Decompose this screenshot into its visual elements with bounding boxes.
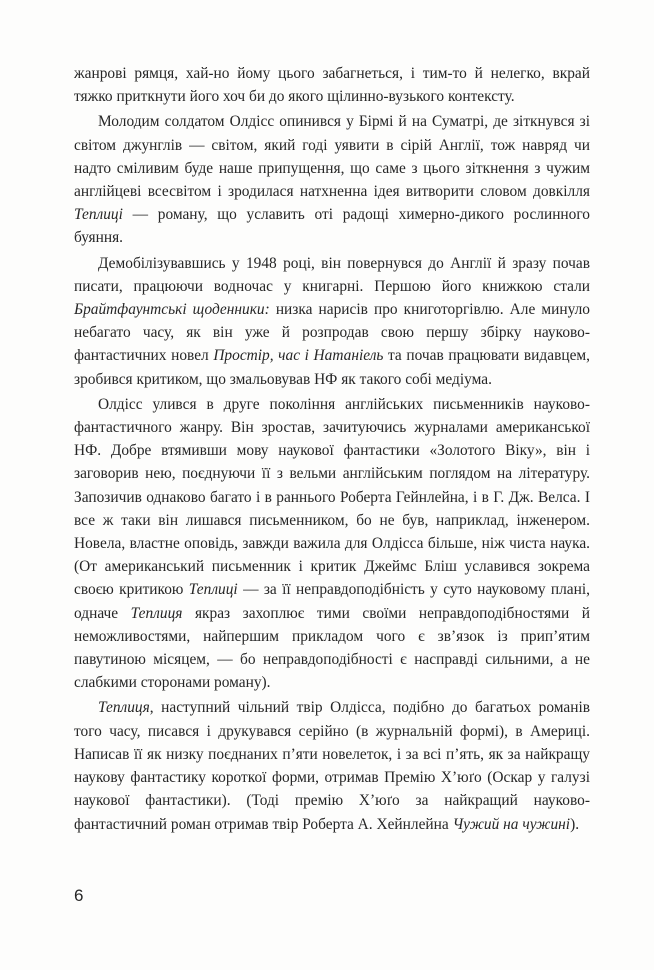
paragraph — [74, 62, 590, 108]
page-number: 6 — [74, 886, 84, 905]
text-run: Демобілізувавшись у 1948 році, він повернувся до Англії й зразу почав писати, працюючи водночас у книгарні. Першою його книжкою стали — [74, 254, 590, 295]
italic-title: Теплиця — [98, 699, 150, 717]
text-run: , наступний чільний твір Олдісса, подібно до багатьох романів того часу, писався і друкувався серійно (в журнальній формі), в Америці. Написав її як низку поєднаних п’яти новелеток, і за всі п’ять, як за найкращу наукову фантастику короткої форми, отримав Премію Х’юґо (Оскар у галузі наукової фантастики). (Тоді премію Х’юґо за найкращий науково-фантастичний роман отримав твір Роберта А. Хейнлейна — [74, 699, 590, 833]
text-run: жанрові рямця, хай-но йому цього забагнеться, і тим-то й нелегко, вкрай тяжко приткнути його хоч би до якого щілинно-вузького контексту. — [74, 65, 590, 106]
italic-title: Теплиці — [74, 206, 123, 224]
text-run: та почав працювати видавцем, зробився критиком, що змальовував НФ як такого собі медіума. — [74, 347, 590, 388]
paragraph — [74, 696, 590, 835]
italic-title: Теплиці — [188, 581, 238, 599]
italic-title: Теплиця — [130, 604, 183, 622]
body-text — [74, 62, 590, 836]
text-run: — за її неправдоподібність у суто науковому плані, одначе — [74, 581, 590, 622]
text-run: низка нарисів про книготоргівлю. Але минуло небагато часу, як він уже й розпродав свою першу збірку науково-фантастичних новел — [74, 301, 590, 365]
paragraph — [74, 393, 590, 695]
text-run: — роману, що уславить оті радощі химерно-дикого рослинного буяння. — [74, 206, 590, 247]
italic-title: Брайтфаунтські щоденники: — [74, 301, 270, 319]
paragraph — [74, 252, 590, 391]
text-run: Молодим солдатом Олдісс опинився у Бірмі й на Суматрі, де зіткнувся зі світом джунглів — світом, який годі уявити в сірій Англії, тож навряд чи надто сміливим буде наше припущення, що саме з цього зіткнення з чужим англійцеві всесвітом і зродилася натхненна ідея витворити словом довкілля — [74, 113, 590, 201]
paragraph — [74, 110, 590, 249]
italic-title: Простір, час і Натаніель — [213, 347, 384, 365]
text-run: ). — [570, 815, 580, 833]
text-run: Олдісс улився в друге покоління англійських письменників науково-фантастичного жанру. Він зростав, зачитуючись журналами американської НФ. Добре втямивши мову наукової фантастики «Золотого Віку», він і заговорив нею, поєднуючи її з вельми англійським поглядом на літературу. Запозичив однаково багато і в раннього Роберта Гейнлейна, і в Г. Дж. Велса. І все ж таки він лишався письменником, бо не був, наприклад, інженером. Новела, властне оповідь, завжди важила для Олдісса більше, ніж чиста наука. (От американський письменник і критик Джеймс Бліш уславився зокрема своєю критикою — [74, 395, 590, 599]
text-run: якраз захоплює тими своїми неправдоподібностями й неможливостями, найпершим прикладом чого є зв’язок із припʼятим павутиною місяцем, — бо неправдоподібності є насправді сильними, а не слабкими сторонами роману). — [74, 604, 590, 692]
italic-title: Чужий на чужині — [452, 815, 571, 833]
